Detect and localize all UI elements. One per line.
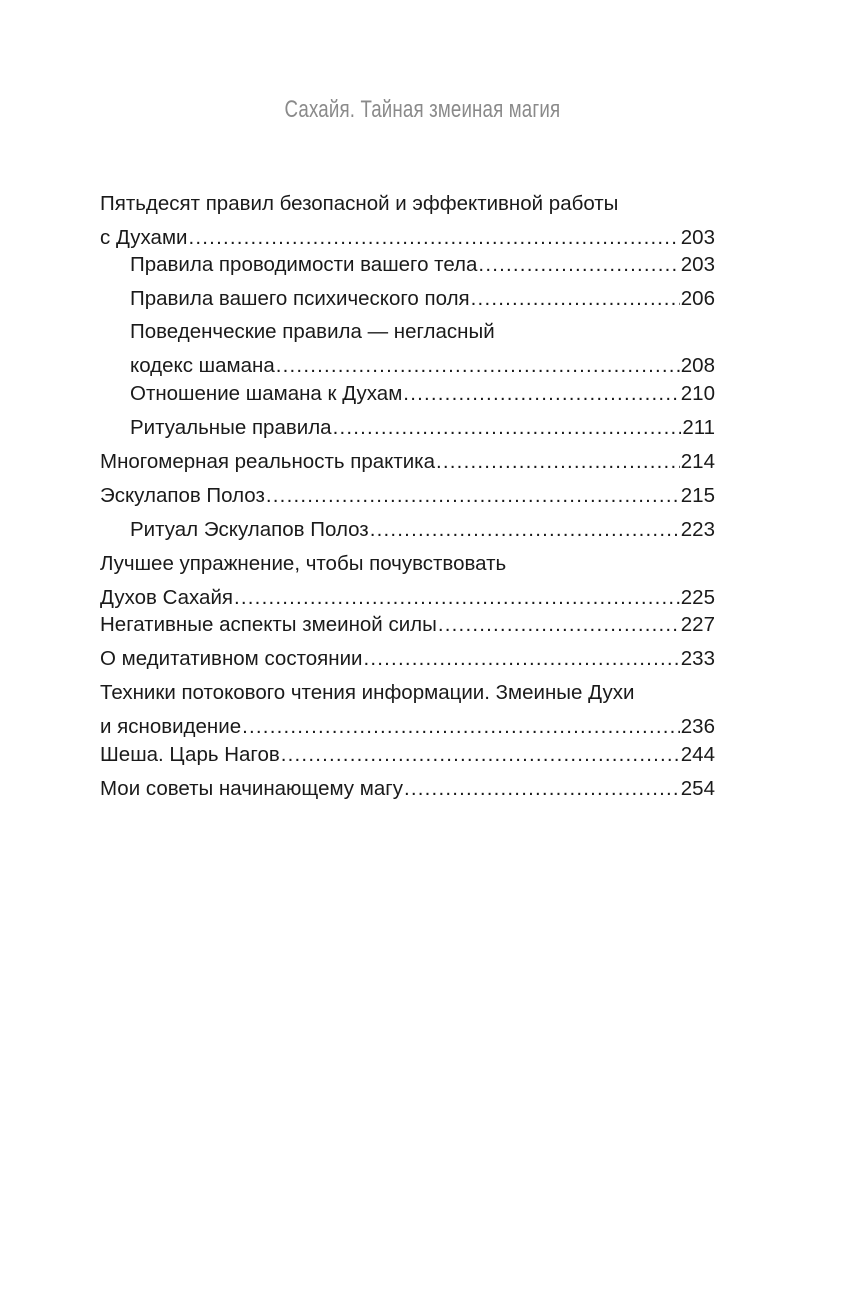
dot-leader — [189, 224, 680, 252]
dot-leader — [471, 285, 680, 313]
toc-entry-title: Отношение шамана к Духам — [130, 382, 403, 405]
page-number: 214 — [680, 450, 715, 473]
toc-entry[interactable] — [130, 251, 715, 279]
toc-entry[interactable] — [130, 516, 715, 544]
dot-leader — [438, 611, 680, 639]
toc-entry[interactable] — [100, 775, 715, 803]
toc-entry-title: Шеша. Царь Нагов — [100, 743, 280, 766]
toc-entry[interactable] — [130, 380, 715, 408]
toc-entry[interactable] — [130, 318, 715, 380]
dot-leader — [370, 516, 680, 544]
toc-entry-title-line1: Лучшее упражнение, чтобы почувствовать — [100, 552, 507, 575]
dot-leader — [276, 352, 680, 380]
page-number: 203 — [680, 226, 715, 249]
page-number: 227 — [680, 613, 715, 636]
toc-entry-title: Эскулапов Полоз — [100, 484, 265, 507]
page-number: 203 — [680, 253, 715, 276]
page-number: 206 — [680, 287, 715, 310]
page-number: 215 — [680, 484, 715, 507]
toc-entry-title-line1: Пятьдесят правил безопасной и эффективной работы — [100, 192, 619, 215]
page-number: 236 — [680, 715, 715, 738]
running-header: Сахайя. Тайная змеиная магия — [284, 96, 561, 123]
dot-leader — [478, 251, 679, 279]
page-number: 225 — [680, 586, 715, 609]
page-number: 211 — [682, 416, 715, 439]
toc-entry-title: Правила проводимости вашего тела — [130, 253, 478, 276]
toc-entry-title: Негативные аспекты змеиной силы — [100, 613, 437, 636]
toc-entry[interactable] — [130, 414, 715, 442]
toc-entry[interactable] — [100, 741, 715, 769]
toc-entry-title: с Духами — [100, 226, 188, 249]
toc-entry[interactable] — [100, 448, 715, 476]
page-number: 254 — [680, 777, 715, 800]
toc-entry-title-line1: Техники потокового чтения информации. Змеиные Духи — [100, 681, 635, 704]
dot-leader — [404, 775, 680, 803]
toc-entry-title: Правила вашего психического поля — [130, 287, 470, 310]
dot-leader — [333, 414, 682, 442]
toc-entry-title: Ритуальные правила — [130, 416, 332, 439]
dot-leader — [234, 584, 680, 612]
toc-entry[interactable] — [100, 611, 715, 639]
toc-entry-title: и ясновидение — [100, 715, 242, 738]
dot-leader — [281, 741, 680, 769]
toc-entry-title-line1: Поведенческие правила — негласный — [130, 320, 495, 343]
dot-leader — [242, 713, 680, 741]
dot-leader — [403, 380, 679, 408]
toc-entry-title: Мои советы начинающему магу — [100, 777, 403, 800]
dot-leader — [266, 482, 680, 510]
page-number: 244 — [680, 743, 715, 766]
toc-entry[interactable] — [100, 550, 715, 612]
toc-entry[interactable] — [130, 285, 715, 313]
page-number: 233 — [680, 647, 715, 670]
page-number: 210 — [680, 382, 715, 405]
toc-entry-title: Ритуал Эскулапов Полоз — [130, 518, 369, 541]
toc-entry[interactable] — [100, 679, 715, 741]
page-number: 223 — [680, 518, 715, 541]
toc-entry-title: кодекс шамана — [130, 354, 275, 377]
toc-entry[interactable] — [100, 190, 715, 252]
page-number: 208 — [680, 354, 715, 377]
toc-entry[interactable] — [100, 482, 715, 510]
dot-leader — [363, 645, 679, 673]
toc-entry[interactable] — [100, 645, 715, 673]
toc-entry-title: О медитативном состоянии — [100, 647, 363, 670]
toc-entry-title: Духов Сахайя — [100, 586, 233, 609]
dot-leader — [436, 448, 680, 476]
toc-entry-title: Многомерная реальность практика — [100, 450, 435, 473]
